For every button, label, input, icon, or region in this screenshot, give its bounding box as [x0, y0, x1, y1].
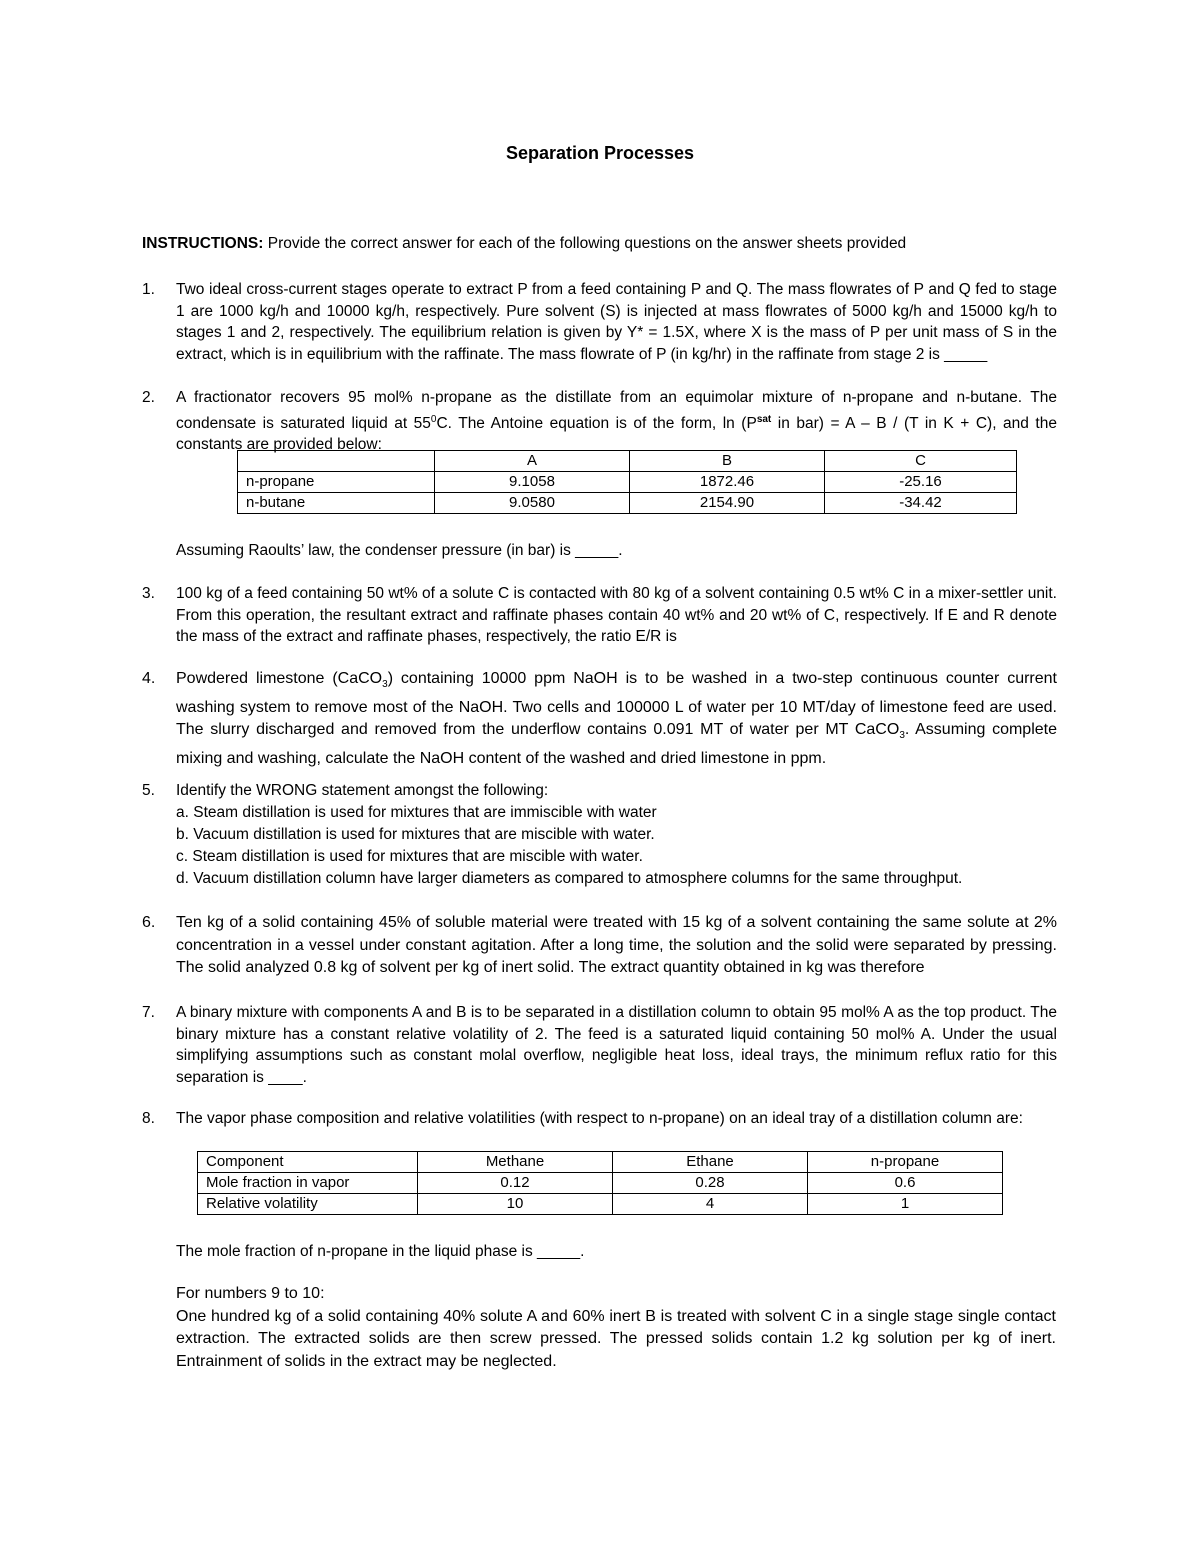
table-header-row: [198, 1152, 1003, 1173]
sat-superscript: sat: [756, 413, 772, 425]
table-cell: 4: [613, 1194, 808, 1215]
instructions-label: INSTRUCTIONS:: [142, 235, 264, 252]
numbers-9-10-text: One hundred kg of a solid containing 40% solute A and 60% inert B is treated with solvent C in a single stage single contact extraction. The extracted solids are then screw pressed. The pressed solids contain 1.2 kg solution per kg of inert. Entrainment of solids in the extract may be neglected.: [176, 1307, 1056, 1370]
question-4: [142, 668, 1057, 771]
table-header-row: [238, 451, 1017, 472]
question-6: [142, 912, 1057, 980]
question-text: [176, 668, 1057, 771]
option-d: d. Vacuum distillation column have larger diameters as compared to atmosphere columns for the same throughput.: [176, 870, 963, 887]
question-8-followup: The mole fraction of n-propane in the liquid phase is _____.: [176, 1243, 585, 1260]
table-cell: Ethane: [613, 1152, 808, 1173]
instructions: [142, 235, 1062, 253]
question-text-part: ) containing 10000 ppm NaOH is to be washed in a two-step continuous counter current washing system to remove most of the NaOH. Two cells and 100000 L of water per 10 MT/day of limestone feed are used. The slurry discharged and removed from the underflow contains 0.091 MT of water per MT CaCO: [176, 670, 1057, 739]
table-cell: 9.1058: [435, 472, 630, 493]
table-row: [238, 493, 1017, 514]
table-cell: A: [435, 451, 630, 472]
question-line: Identify the WRONG statement amongst the following:: [176, 782, 549, 799]
numbers-9-10-block: [176, 1283, 1056, 1373]
question-text: [176, 780, 1057, 890]
table-cell: B: [630, 451, 825, 472]
question-text-part: A fractionator recovers 95 mol% n-propane as the distillate from an equimolar mixture of n-propane and n-butane. The condensate is saturated liquid at 55: [176, 389, 1057, 432]
table-cell: 1: [808, 1194, 1003, 1215]
table-cell: n-butane: [238, 493, 435, 514]
table-cell: [238, 451, 435, 472]
question-number: 8.: [142, 1110, 155, 1127]
question-text-part: in bar) = A – B / (T in K + C), and the constants are provided below:: [176, 414, 1057, 454]
instructions-text: Provide the correct answer for each of the following questions on the answer sheets provided: [267, 235, 907, 252]
question-number: 1.: [142, 281, 155, 298]
question-text: The vapor phase composition and relative volatilities (with respect to n-propane) on an ideal tray of a distillation column are:: [176, 1110, 1023, 1127]
table-cell: 9.0580: [435, 493, 630, 514]
question-number: 3.: [142, 585, 155, 602]
question-text: 100 kg of a feed containing 50 wt% of a solute C is contacted with 80 kg of a solvent containing 0.5 wt% C in a mixer-settler unit. From this operation, the resultant extract and raffinate phases contain 40 wt% and 20 wt% of C, respectively. If E and R denote the mass of the extract and raffinate phases, respectively, the ratio E/R is: [176, 585, 1057, 646]
table-cell: Methane: [418, 1152, 613, 1173]
degree-superscript: 0: [430, 413, 437, 425]
table-cell: 2154.90: [630, 493, 825, 514]
option-a: a. Steam distillation is used for mixtures that are immiscible with water: [176, 804, 657, 821]
question-1: [142, 279, 1057, 365]
option-b: b. Vacuum distillation is used for mixtures that are miscible with water.: [176, 826, 655, 843]
table-cell: n-propane: [808, 1152, 1003, 1173]
question-7: [142, 1002, 1057, 1088]
table-cell: 0.28: [613, 1173, 808, 1194]
page-title: Separation Processes: [505, 143, 695, 163]
question-2: [142, 387, 1057, 456]
question-2-followup: Assuming Raoults’ law, the condenser pressure (in bar) is _____.: [176, 542, 623, 559]
question-8: [142, 1108, 1057, 1130]
table-cell: Component: [198, 1152, 418, 1173]
table-cell: 1872.46: [630, 472, 825, 493]
option-c: c. Steam distillation is used for mixtures that are miscible with water.: [176, 848, 643, 865]
question-5: [142, 780, 1057, 890]
question-number: 7.: [142, 1004, 155, 1021]
question-text: A binary mixture with components A and B is to be separated in a distillation column to obtain 95 mol% A as the top product. The binary mixture has a constant relative volatility of 2. The feed is a saturated liquid containing 50 mol% A. Under the usual simplifying assumptions such as constant molal overflow, negligible heat loss, ideal trays, the minimum reflux ratio for this separation is ____.: [176, 1004, 1057, 1086]
table-cell: -25.16: [825, 472, 1017, 493]
question-number: 5.: [142, 782, 155, 799]
table-cell: Relative volatility: [198, 1194, 418, 1215]
question-text: Two ideal cross-current stages operate to extract P from a feed containing P and Q. The mass flowrates of P and Q fed to stage 1 are 1000 kg/h and 10000 kg/h, respectively. Pure solvent (S) is injected at mass flowrates of 5000 kg/h and 15000 kg/h to stages 1 and 2, respectively. The equilibrium relation is given by Y* = 1.5X, where X is the mass of P per unit mass of S in the extract, which is in equilibrium with the raffinate. The mass flowrate of P (in kg/hr) in the raffinate from stage 2 is _____: [176, 281, 1057, 363]
question-text-part: Powdered limestone (CaCO: [176, 670, 383, 687]
table-row: [198, 1173, 1003, 1194]
antoine-constants-table: [237, 450, 1017, 514]
table-cell: 0.6: [808, 1173, 1003, 1194]
subscript: 3: [899, 730, 905, 742]
table-cell: -34.42: [825, 493, 1017, 514]
table-cell: 10: [418, 1194, 613, 1215]
table-row: [238, 472, 1017, 493]
volatility-table: [197, 1151, 1003, 1215]
question-number: 4.: [142, 670, 156, 687]
question-text-part: . Assuming complete mixing and washing, calculate the NaOH content of the washed and dried limestone in ppm.: [176, 721, 1058, 768]
table-cell: Mole fraction in vapor: [198, 1173, 418, 1194]
question-text: Ten kg of a solid containing 45% of soluble material were treated with 15 kg of a solvent containing the same solute at 2% concentration in a vessel under constant agitation. After a long time, the solution and the solid were separated by pressing. The solid analyzed 0.8 kg of solvent per kg of inert solid. The extract quantity obtained in kg was therefore: [176, 914, 1057, 977]
subscript: 3: [382, 679, 388, 691]
question-number: 2.: [142, 389, 155, 406]
numbers-9-10-heading: For numbers 9 to 10:: [176, 1285, 325, 1302]
table-cell: n-propane: [238, 472, 435, 493]
question-text: [176, 387, 1057, 456]
question-number: 6.: [142, 914, 156, 931]
table-cell: 0.12: [418, 1173, 613, 1194]
question-3: [142, 583, 1057, 648]
question-text-part: C. The Antoine equation is of the form, ln (P: [436, 414, 757, 432]
table-row: [198, 1194, 1003, 1215]
table-cell: C: [825, 451, 1017, 472]
